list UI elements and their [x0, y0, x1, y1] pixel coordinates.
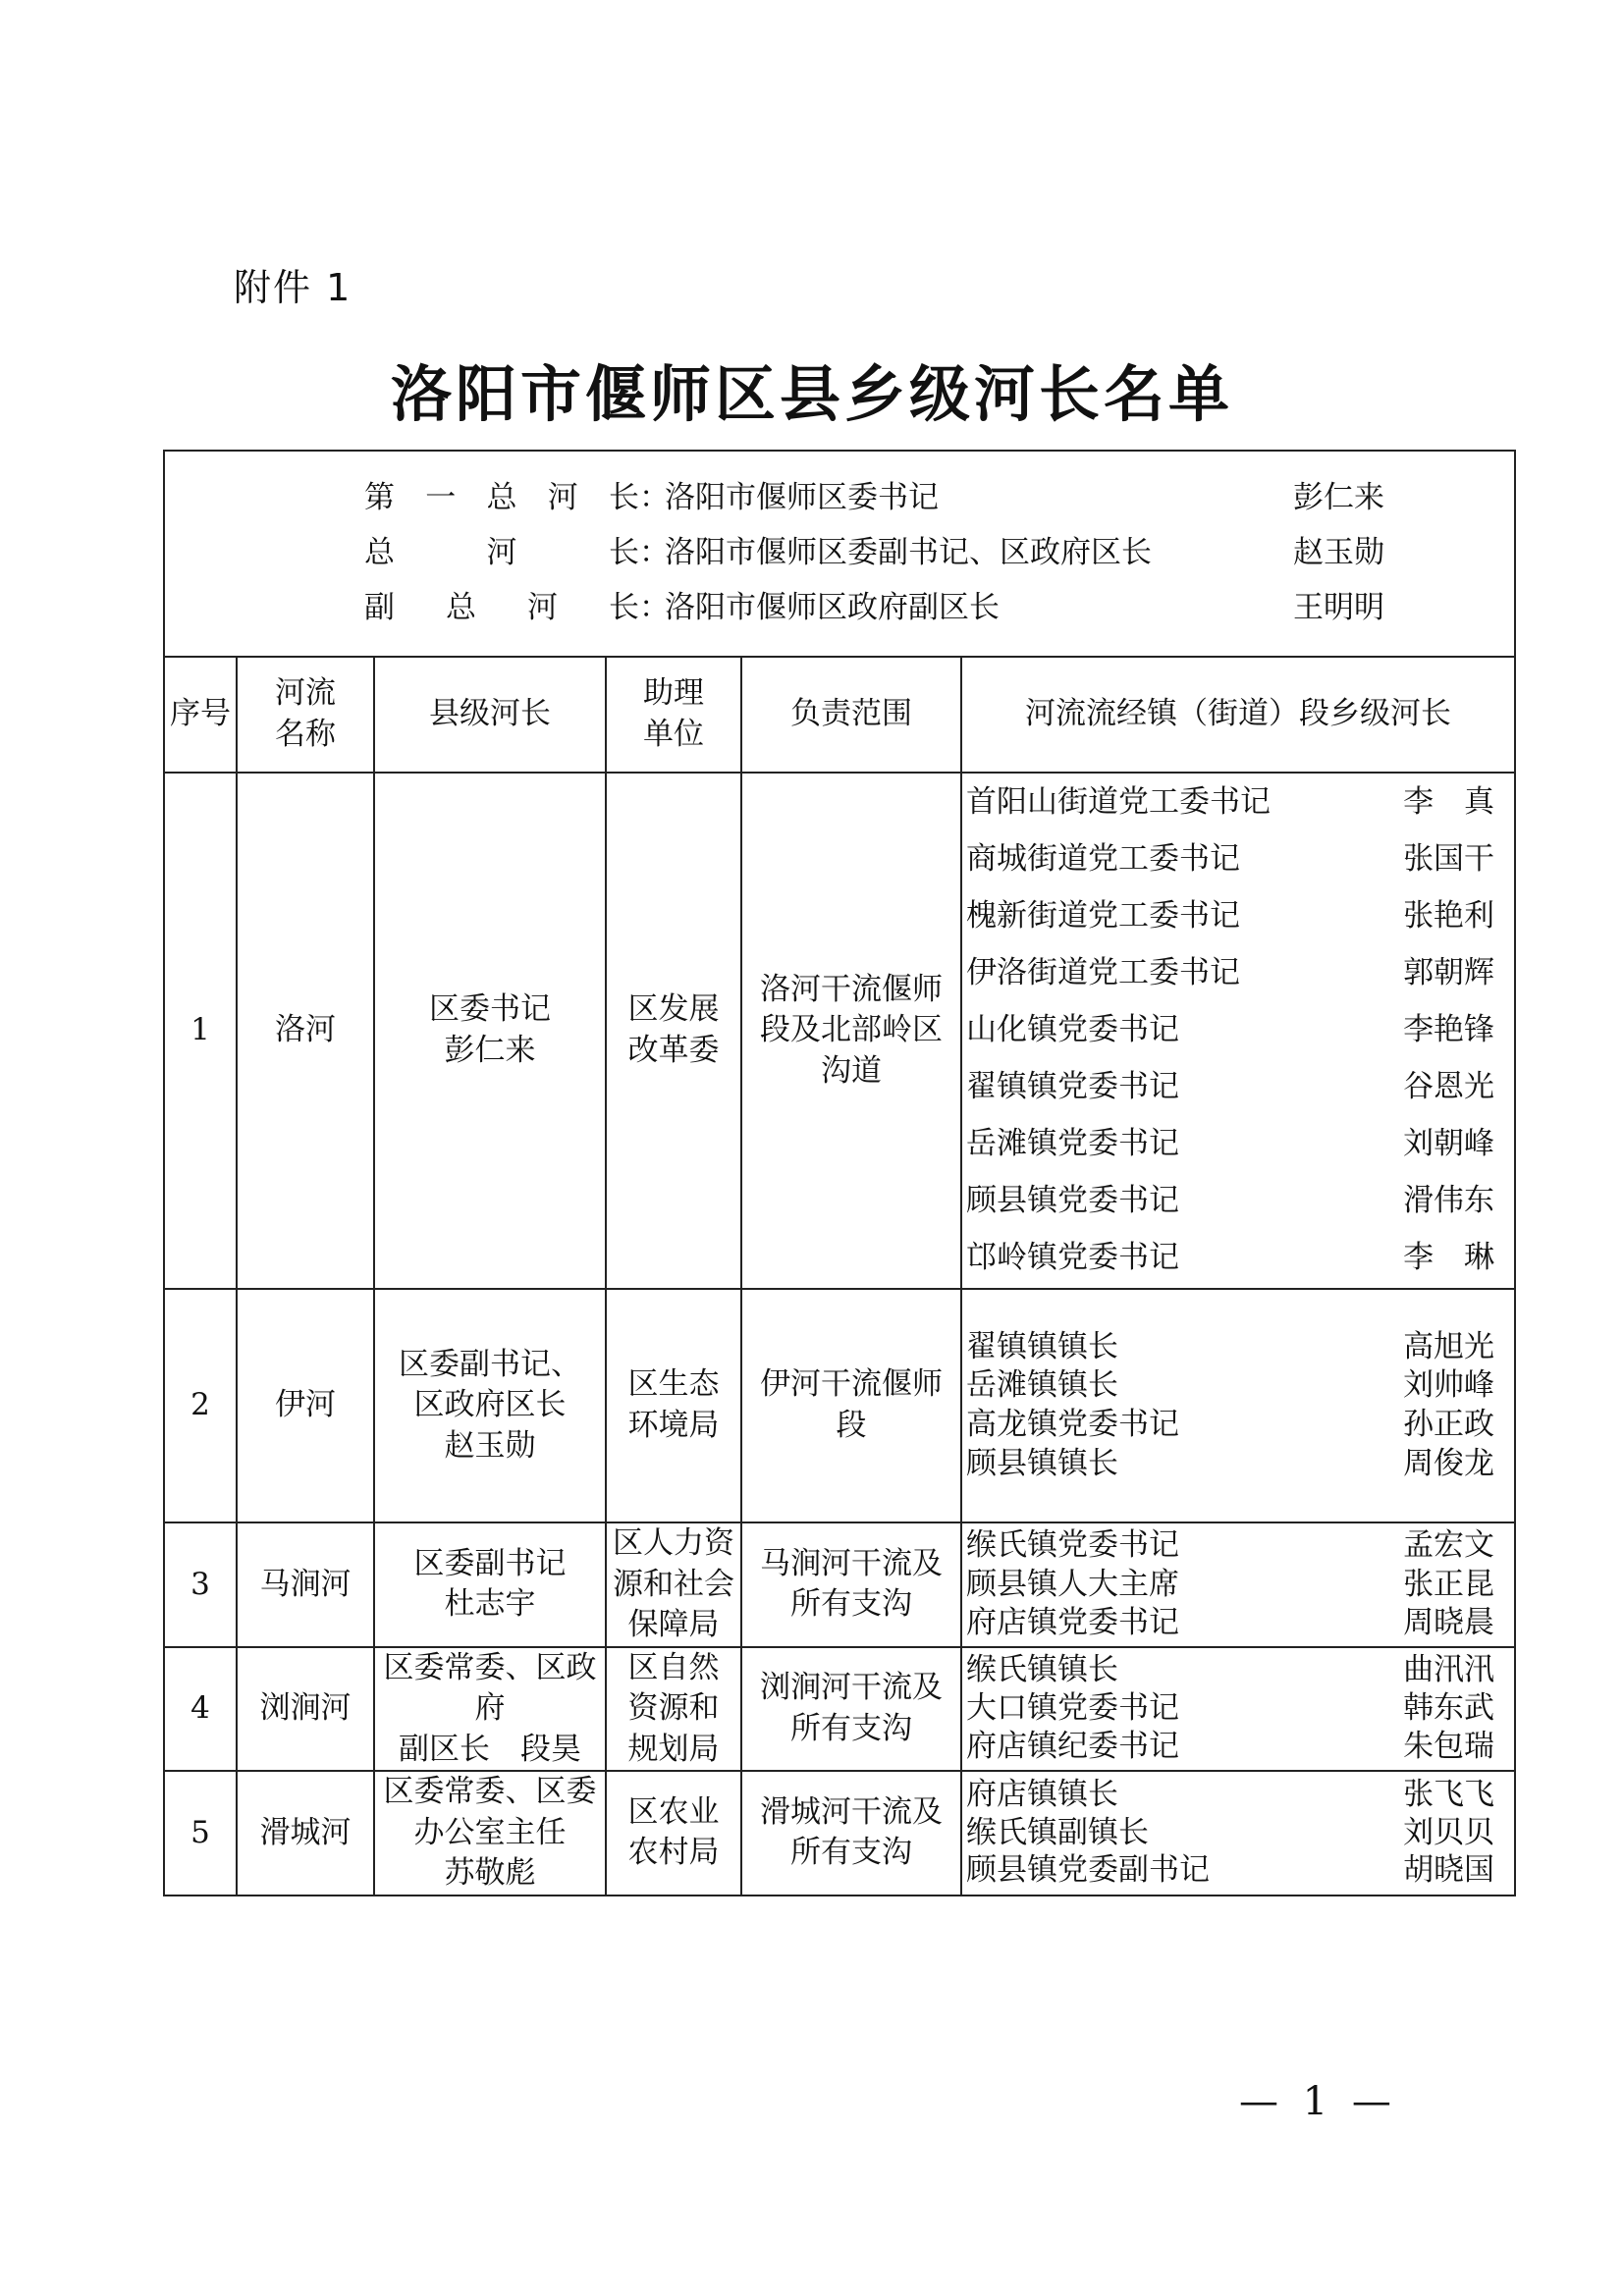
document-title: 洛阳市偃师区县乡级河长名单: [390, 358, 1233, 430]
assist-unit-line: 区生态: [627, 1366, 720, 1403]
header-river-name-line: 名称: [275, 717, 336, 752]
header-assist-unit-line: 单位: [643, 717, 704, 752]
township-chief-post: 翟镇镇党委书记: [966, 1069, 1179, 1105]
township-chief-post: 府店镇党委书记: [966, 1604, 1179, 1640]
county-chief-line: 区委书记: [429, 991, 551, 1028]
summary-line: [165, 526, 1514, 581]
township-chief-list: [961, 1771, 1515, 1896]
township-chief-name: 刘朝峰: [1403, 1126, 1495, 1162]
township-chief-post: 府店镇纪委书记: [966, 1729, 1179, 1765]
township-chief-name: 张国干: [1403, 841, 1495, 878]
assist-unit-line: 区农业: [627, 1793, 720, 1830]
summary-line: [165, 471, 1514, 526]
township-chief-name: 谷恩光: [1403, 1069, 1495, 1105]
township-chief-row: [962, 1852, 1514, 1891]
township-chief-post: 缑氏镇副镇长: [966, 1814, 1149, 1850]
county-chief-cell: [374, 773, 606, 1289]
assist-unit-cell: [606, 1522, 741, 1647]
assist-unit-line: 规划局: [627, 1731, 720, 1767]
header-assist-unit-line: 助理: [643, 675, 704, 712]
township-chief-name: 高旭光: [1403, 1328, 1495, 1364]
scope-line: 段: [836, 1408, 867, 1443]
township-chief-name: 韩东武: [1403, 1690, 1495, 1727]
header-county-chief: 县级河长: [374, 657, 606, 773]
county-chief-line: 区政府区长: [413, 1387, 567, 1423]
summary-name: 王明明: [1293, 590, 1384, 626]
county-chief-cell: [374, 1647, 606, 1772]
summary-role: 第一总河长: [364, 480, 639, 516]
township-chief-row: [962, 1328, 1514, 1367]
township-chief-post: 首阳山街道党工委书记: [966, 784, 1271, 821]
township-chief-name: 李 真: [1403, 784, 1495, 821]
header-river-name-line: 河流: [275, 675, 336, 712]
township-chief-name: 周晓晨: [1403, 1604, 1495, 1640]
row-index: 2: [164, 1289, 237, 1522]
scope-line: 段及北部岭区: [760, 1012, 943, 1048]
township-chief-list: [961, 773, 1515, 1289]
summary-colon: ：: [639, 480, 670, 516]
township-chief-post: 顾县镇镇长: [966, 1445, 1118, 1481]
scope-line: 洛河干流偃师: [760, 971, 943, 1007]
summary-post: 洛阳市偃师区委副书记、区政府区长: [665, 535, 1152, 571]
scope-line: 浏涧河干流及: [760, 1670, 943, 1706]
scope-cell: [741, 1522, 961, 1647]
township-chief-post: 邙岭镇党委书记: [966, 1240, 1179, 1276]
summary-name: 彭仁来: [1293, 480, 1384, 516]
table-row: [164, 773, 1515, 1289]
township-chief-row: [962, 1777, 1514, 1815]
assist-unit-line: 环境局: [627, 1408, 720, 1443]
assist-unit-line: 区发展: [627, 991, 720, 1028]
river-name: 浏涧河: [237, 1647, 374, 1772]
attachment-label: 附件 1: [234, 266, 352, 309]
table-row: [164, 1522, 1515, 1647]
scope-cell: [741, 1647, 961, 1772]
table-row: [164, 1771, 1515, 1896]
assist-unit-line: 区自然: [627, 1649, 720, 1685]
township-chief-row: [962, 774, 1514, 831]
township-chief-name: 胡晓国: [1403, 1852, 1495, 1889]
assist-unit-line: 改革委: [627, 1033, 720, 1068]
township-chief-post: 岳滩镇党委书记: [966, 1126, 1179, 1162]
township-chief-post: 山化镇党委书记: [966, 1012, 1179, 1048]
township-chief-name: 张飞飞: [1403, 1777, 1495, 1813]
township-chief-name: 张艳利: [1403, 898, 1495, 934]
summary-name: 赵玉勋: [1293, 535, 1384, 571]
township-chief-row: [962, 1526, 1514, 1565]
township-chief-post: 府店镇镇长: [966, 1777, 1118, 1813]
township-chief-row: [962, 1116, 1514, 1173]
summary-post: 洛阳市偃师区政府副区长: [665, 590, 1000, 626]
county-chief-cell: [374, 1771, 606, 1896]
assist-unit-cell: [606, 1289, 741, 1522]
summary-role: 总河长: [364, 535, 639, 571]
township-chief-name: 郭朝辉: [1403, 955, 1495, 991]
scope-line: 所有支沟: [790, 1835, 912, 1871]
river-name: 洛河: [237, 773, 374, 1289]
township-chief-row: [962, 1566, 1514, 1604]
township-chief-post: 大口镇党委书记: [966, 1690, 1179, 1727]
county-chief-cell: [374, 1522, 606, 1647]
summary-post: 洛阳市偃师区委书记: [665, 480, 939, 516]
county-chief-line: 杜志宇: [444, 1586, 536, 1623]
river-name: 滑城河: [237, 1771, 374, 1896]
header-scope: 负责范围: [741, 657, 961, 773]
township-chief-list: [961, 1647, 1515, 1772]
township-chief-row: [962, 1059, 1514, 1116]
township-chief-post: 顾县镇党委书记: [966, 1183, 1179, 1219]
township-chief-list: [961, 1522, 1515, 1647]
scope-line: 所有支沟: [790, 1586, 912, 1623]
county-chief-line: 副区长 段昊: [399, 1731, 581, 1767]
county-chief-line: 区委副书记: [413, 1545, 567, 1581]
township-chief-row: [962, 1406, 1514, 1445]
township-chief-name: 滑伟东: [1403, 1183, 1495, 1219]
township-chief-post: 岳滩镇镇长: [966, 1367, 1118, 1404]
header-township-chiefs: 河流流经镇（街道）段乡级河长: [961, 657, 1515, 773]
summary-line: [165, 581, 1514, 636]
county-chief-line: 区委副书记、: [399, 1346, 581, 1382]
township-chief-post: 缑氏镇党委书记: [966, 1527, 1179, 1564]
township-chief-name: 周俊龙: [1403, 1445, 1495, 1481]
township-chief-row: [962, 1173, 1514, 1230]
county-chief-line: 区委常委、区政府: [383, 1649, 597, 1727]
township-chief-name: 曲汛汛: [1403, 1651, 1495, 1687]
township-chief-post: 顾县镇党委副书记: [966, 1852, 1210, 1889]
scope-line: 滑城河干流及: [760, 1793, 943, 1830]
township-chief-row: [962, 945, 1514, 1002]
row-index: 1: [164, 773, 237, 1289]
county-chief-line: 赵玉勋: [444, 1427, 536, 1464]
township-chief-row: [962, 1651, 1514, 1689]
township-chief-name: 孟宏文: [1403, 1527, 1495, 1564]
row-index: 3: [164, 1522, 237, 1647]
page-number: — 1 —: [1239, 2079, 1397, 2124]
county-chief-line: 办公室主任: [413, 1814, 567, 1850]
table-row: [164, 1647, 1515, 1772]
township-chief-name: 孙正政: [1403, 1407, 1495, 1443]
row-index: 5: [164, 1771, 237, 1896]
river-name: 马涧河: [237, 1522, 374, 1647]
township-chief-name: 刘贝贝: [1403, 1814, 1495, 1850]
scope-cell: [741, 1289, 961, 1522]
township-chief-post: 高龙镇党委书记: [966, 1407, 1179, 1443]
row-index: 4: [164, 1647, 237, 1772]
county-chief-line: 彭仁来: [444, 1033, 536, 1068]
scope-line: 所有支沟: [790, 1710, 912, 1746]
table-header-row: [164, 657, 1515, 773]
table-row: [164, 1289, 1515, 1522]
summary-role: 副总河长: [364, 590, 639, 626]
township-chief-row: [962, 1814, 1514, 1852]
township-chief-post: 伊洛街道党工委书记: [966, 955, 1240, 991]
township-chief-name: 张正昆: [1403, 1566, 1495, 1602]
township-chief-row: [962, 1689, 1514, 1728]
summary-colon: ：: [639, 590, 670, 626]
township-chief-row: [962, 1445, 1514, 1484]
scope-line: 伊河干流偃师: [760, 1366, 943, 1403]
township-chief-post: 缑氏镇镇长: [966, 1651, 1118, 1687]
river-name: 伊河: [237, 1289, 374, 1522]
township-chief-name: 李艳锋: [1403, 1012, 1495, 1048]
township-chief-name: 朱包瑞: [1403, 1729, 1495, 1765]
county-chief-cell: [374, 1289, 606, 1522]
township-chief-name: 刘帅峰: [1403, 1367, 1495, 1404]
township-chief-row: [962, 1002, 1514, 1059]
township-chief-row: [962, 1729, 1514, 1767]
scope-cell: [741, 773, 961, 1289]
township-chief-row: [962, 1604, 1514, 1642]
county-chief-line: 苏敬彪: [444, 1855, 536, 1892]
header-index: 序号: [164, 657, 237, 773]
township-chief-post: 翟镇镇镇长: [966, 1328, 1118, 1364]
assist-unit-cell: [606, 773, 741, 1289]
county-chief-line: 区委常委、区委: [383, 1774, 597, 1810]
township-chief-list: [961, 1289, 1515, 1522]
assist-unit-line: 农村局: [627, 1835, 720, 1871]
summary-colon: ：: [639, 535, 670, 571]
river-chief-table: [163, 450, 1516, 1896]
general-chief-summary: [164, 451, 1515, 657]
township-chief-post: 商城街道党工委书记: [966, 841, 1240, 878]
township-chief-row: [962, 1230, 1514, 1287]
scope-line: 马涧河干流及: [760, 1545, 943, 1581]
scope-line: 沟道: [821, 1052, 882, 1089]
assist-unit-cell: [606, 1647, 741, 1772]
township-chief-row: [962, 888, 1514, 945]
assist-unit-line: 区人力资: [613, 1525, 734, 1561]
assist-unit-line: 资源和: [627, 1690, 720, 1727]
header-river-name: [237, 657, 374, 773]
township-chief-post: 顾县镇人大主席: [966, 1566, 1179, 1602]
township-chief-post: 槐新街道党工委书记: [966, 898, 1240, 934]
assist-unit-cell: [606, 1771, 741, 1896]
header-assist-unit: [606, 657, 741, 773]
scope-cell: [741, 1771, 961, 1896]
township-chief-name: 李 琳: [1403, 1240, 1495, 1276]
township-chief-row: [962, 1366, 1514, 1406]
township-chief-row: [962, 831, 1514, 888]
assist-unit-line: 保障局: [627, 1607, 720, 1643]
assist-unit-line: 源和社会: [613, 1566, 734, 1602]
